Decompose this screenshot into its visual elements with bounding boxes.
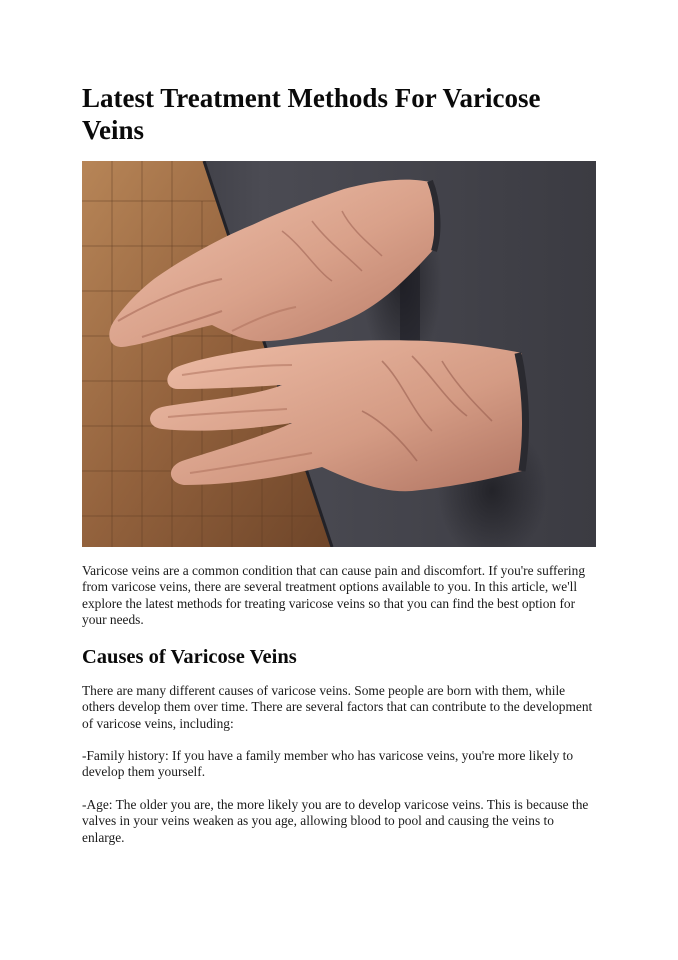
causes-heading: Causes of Varicose Veins [82, 646, 297, 668]
age-paragraph: -Age: The older you are, the more likely you are to develop varicose veins. This is because the valves in your veins weaken as you age, allowing blood to pool and causing the veins to enlarge. [82, 797, 589, 845]
family-history-paragraph: -Family history: If you have a family member who has varicose veins, you're more likely to develop them yourself. [82, 748, 574, 780]
lower-hand [150, 340, 522, 491]
intro-paragraph: Varicose veins are a common condition that can cause pain and discomfort. If you're suffering from varicose veins, there are several treatment options available to you. In this article, we'll explore the latest methods for treating varicose veins so that you can find the best option for your needs. [82, 563, 586, 628]
article-title: Latest Treatment Methods For Varicose Veins [82, 83, 541, 145]
hands-photo [82, 161, 596, 547]
hands-illustration [82, 161, 596, 547]
causes-intro-paragraph: There are many different causes of varicose veins. Some people are born with them, while others develop them over time. There are several factors that can contribute to the development of varicose veins, including: [82, 683, 593, 731]
